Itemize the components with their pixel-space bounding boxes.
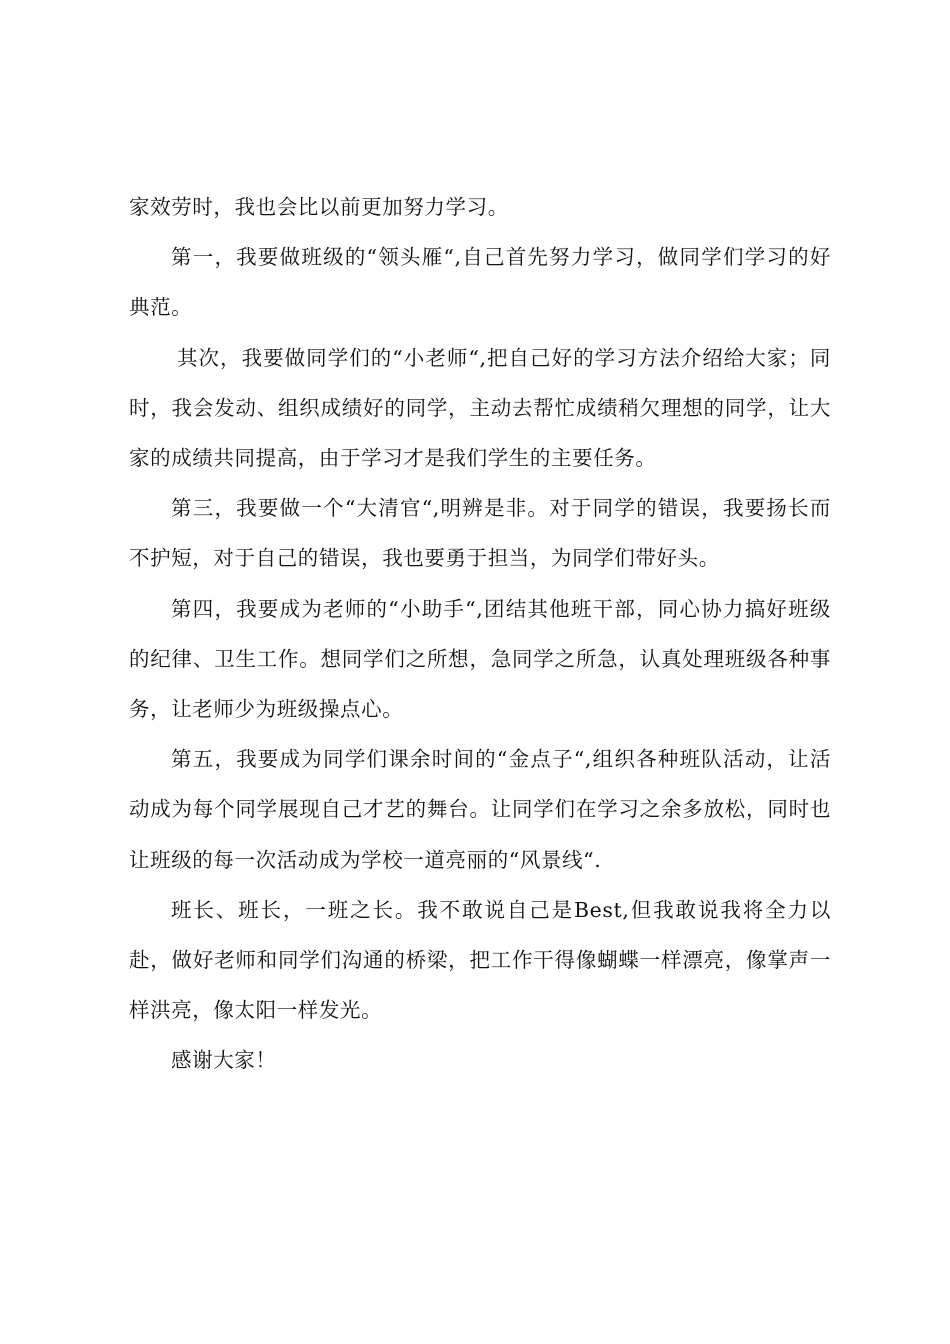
paragraph-fourth-point: 第四，我要成为老师的“小助手“,团结其他班干部，同心协力搞好班级的纪律、卫生工作。想同学们之所想，急同学之所急，认真处理班级各种事务，让老师少为班级操点心。: [129, 596, 831, 722]
paragraph-first-point: 第一，我要做班级的“领头雁“,自己首先努力学习，做同学们学习的好典范。: [129, 245, 831, 320]
document-body: [129, 182, 831, 1086]
paragraph-monitor-pledge: 班长、班长，一班之长。我不敢说自己是Best,但我敢说我将全力以赴，做好老师和同学们沟通的桥梁，把工作干得像蝴蝶一样漂亮，像掌声一样洪亮，像太阳一样发光。: [129, 897, 831, 1023]
paragraph-thanks: 感谢大家！: [171, 1048, 277, 1073]
paragraph-continuation: 家效劳时，我也会比以前更加努力学习。: [129, 195, 509, 219]
paragraph-second-point: 其次，我要做同学们的“小老师“,把自己好的学习方法介绍给大家；同时，我会发动、组织成绩好的同学，主动去帮忙成绩稍欠理想的同学，让大家的成绩共同提高，由于学习才是我们学生的主要任务。: [129, 345, 831, 471]
paragraph-third-point: 第三，我要做一个“大清官“,明辨是非。对于同学的错误，我要扬长而不护短，对于自己的错误，我也要勇于担当，为同学们带好头。: [129, 496, 831, 571]
paragraph-fifth-point: 第五，我要成为同学们课余时间的“金点子“,组织各种班队活动，让活动成为每个同学展现自己才艺的舞台。让同学们在学习之余多放松，同时也让班级的每一次活动成为学校一道亮丽的“风景线“.: [129, 747, 831, 872]
